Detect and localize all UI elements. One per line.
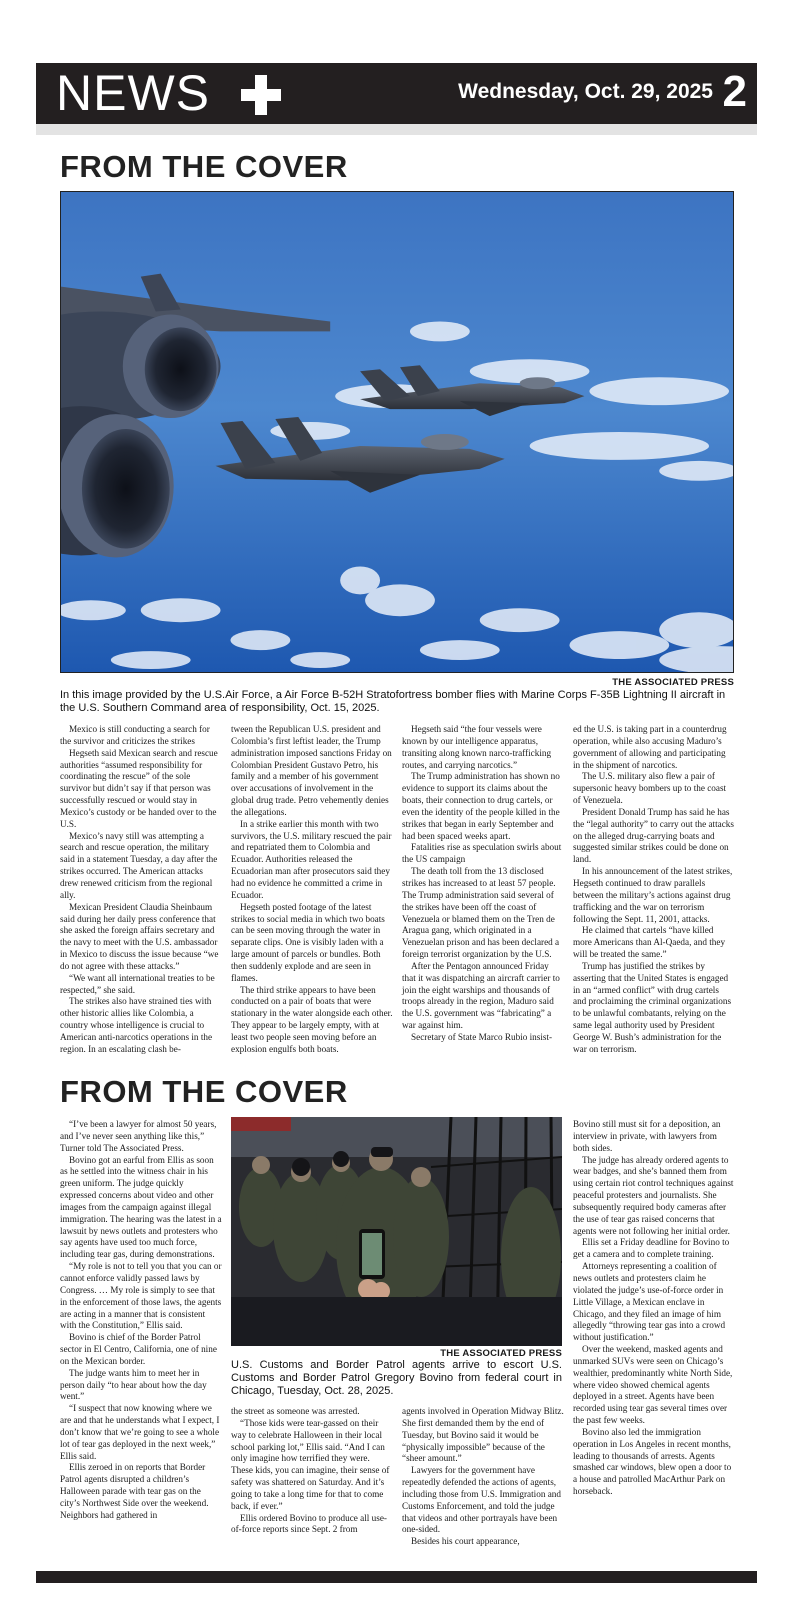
- paragraph: The U.S. military also flew a pair of supersonic heavy bombers up to the coast of Venezuela.: [573, 771, 727, 806]
- paragraph: Hegseth said Mexican search and rescue authorities “assumed responsibility for coordinating the rescue” of the sole survivor but didn’t say if that person was successfully rescued or would stay in Mexico’s custody or be handed over to the U.S.: [60, 747, 218, 829]
- paragraph: Bovino is chief of the Border Patrol sector in El Centro, California, one of nine on the Mexican border.: [60, 1332, 217, 1366]
- brand-logo: NEWS: [56, 65, 210, 121]
- issue-date: Wednesday, Oct. 29, 2025: [458, 80, 713, 103]
- article1-column-2: [231, 724, 393, 1056]
- paragraph: After the Pentagon announced Friday that it was dispatching an aircraft carrier to join the eight warships and thousands of troops already in the region, Maduro said the U.S. government was “fabricating” a war against him.: [402, 960, 560, 1031]
- paragraph: tween the Republican U.S. president and Colombia’s first leftist leader, the Trump administration imposed sanctions Friday on Colombian President Gustavo Petro, his family and a member of his government over accusations of involvement in the global drug trade. Petro vehemently denies the allegations.: [231, 724, 392, 817]
- paragraph: “I suspect that now knowing where we are and that he understands what I expect, I don’t know that we’re going to see a whole lot of tear gas deployed in the next week,” Ellis said.: [60, 1403, 220, 1461]
- article2-column-2: [231, 1406, 393, 1536]
- paragraph: Hegseth said “the four vessels were known by our intelligence apparatus, transiting along known narco-trafficking routes, and carrying narcotics.”: [402, 724, 552, 770]
- paragraph: “Those kids were tear-gassed on their way to celebrate Halloween in their local school parking lot,” Ellis said. “And I can only imagine how terrified they were. These kids, you can imagine, their sense of safety was shattered on Saturday. And it’s going to take a long time for that to come back, if ever.”: [231, 1417, 390, 1511]
- paragraph: The judge has already ordered agents to wear badges, and she’s banned them from using certain riot control techniques against peaceful protesters and journalists. She subsequently required body cameras after the use of tear gas raised concerns that agents were not following her initial order.: [573, 1154, 734, 1236]
- article2-column-4: [573, 1119, 734, 1498]
- masthead-underline: [36, 124, 757, 135]
- photo-caption-1: In this image provided by the U.S.Air Force, a Air Force B-52H Stratofortress bomber flies with Marine Corps F-35B Lightning II aircraft in the U.S. Southern Command area of responsibility, Oct. 15, 2025.: [60, 689, 726, 714]
- paragraph: The strikes also have strained ties with other historic allies like Colombia, a country whose intelligence is crucial to American anti-narcotics operations in the region. In an escalating clash be-: [60, 996, 213, 1054]
- paragraph: The death toll from the 13 disclosed strikes has increased to at least 57 people. The Trump administration said several of the strikes have been off the coast of Venezuela or blamed them on the Tren de Aragua gang, which originated in a Venezuelan prison and has been declared a foreign terrorist organization by the U.S.: [402, 866, 560, 960]
- paragraph: Mexico is still conducting a search for the survivor and criticizes the strikes: [60, 724, 210, 746]
- article2-column-1: [60, 1119, 222, 1522]
- masthead: [36, 63, 757, 124]
- article2-column-3: [402, 1406, 564, 1548]
- paragraph: He claimed that cartels “have killed more Americans than Al-Qaeda, and they will be treated the same.”: [573, 925, 726, 960]
- paragraph: The judge wants him to meet her in person daily “to hear about how the day went.”: [60, 1367, 207, 1402]
- paragraph: The third strike appears to have been conducted on a pair of boats that were stationary in the water alongside each other. They appear to be largely empty, with at least two people seen moving before an explosion engulfs both boats.: [231, 984, 393, 1054]
- article1-column-3: [402, 724, 564, 1044]
- paragraph: Attorneys representing a coalition of news outlets and protesters claim he violated the judge’s use-of-force order in Little Village, a Mexican enclave in Chicago, and they filed an image of him allegedly “throwing tear gas into a crowd without justification.”: [573, 1261, 726, 1343]
- paragraph: Trump has justified the strikes by asserting that the United States is engaged in an “armed conflict” with drug cartels and proclaiming the criminal organizations to be unlawful combatants, relying on the same legal authority used by President George W. Bush’s administration for the war on terrorism.: [573, 960, 732, 1054]
- page-number: 2: [722, 67, 747, 116]
- paragraph: Mexican President Claudia Sheinbaum said during her daily press conference that she asked the foreign affairs secretary and the navy to meet with the U.S. ambassador in Mexico to discuss the issue because “we do not agree with these attacks.”: [60, 901, 219, 971]
- border-patrol-photo: [231, 1117, 562, 1346]
- article1-column-1: [60, 724, 222, 1056]
- footer-bar: [36, 1571, 757, 1583]
- paragraph: The Trump administration has shown no evidence to support its claims about the boats, their connection to drug cartels, or even the identity of the people killed in the strikes that began in early September and had been spaced weeks apart.: [402, 771, 560, 841]
- paragraph: “My role is not to tell you that you can or cannot enforce validly passed laws by Congress. … My role is simply to see that in the enforcement of those laws, the agents are acting in a manner that is consistent with the Constitution,” Ellis said.: [60, 1261, 222, 1331]
- paragraph: President Donald Trump has said he has the “legal authority” to carry out the attacks on the alleged drug-carrying boats and suggested similar strikes could be done on land.: [573, 806, 734, 865]
- paragraph: In a strike earlier this month with two survivors, the U.S. military rescued the pair and repatriated them to Colombia and Ecuador. Authorities released the Ecuadorian man after prosecutors said they had no evidence he committed a crime in Ecuador.: [231, 818, 392, 900]
- paragraph: Lawyers for the government have repeatedly defended the actions of agents, including those from U.S. Immigration and Customs Enforcement, and told the judge that videos and other portrayals have been one-sided.: [402, 1465, 561, 1535]
- paragraph: “I’ve been a lawyer for almost 50 years, and I’ve never seen anything like this,” Turner told The Associated Press.: [60, 1119, 217, 1153]
- paragraph: Bovino also led the immigration operation in Los Angeles in recent months, leading to thousands of arrests. Agents smashed car windows, blew open a door to a house and patrolled MacArthur Park on horseback.: [573, 1426, 732, 1497]
- plus-icon: [241, 75, 281, 115]
- photo-credit-1: THE ASSOCIATED PRESS: [612, 677, 734, 688]
- section-title-1: FROM THE COVER: [60, 149, 348, 184]
- paragraph: “We want all international treaties to be respected,” she said.: [60, 972, 215, 995]
- paragraph: agents involved in Operation Midway Blitz. She first demanded them by the end of Tuesday, but Bovino said it would be “physically impossible” because of the “sheer amount.”: [402, 1406, 564, 1464]
- photo-caption-2: U.S. Customs and Border Patrol agents arrive to escort U.S. Customs and Border Patrol Gregory Bovino from federal court in Chicago, Tuesday, Oct. 28, 2025.: [231, 1359, 562, 1397]
- paragraph: Ellis set a Friday deadline for Bovino to get a camera and to complete training.: [573, 1237, 730, 1260]
- paragraph: Fatalities rise as speculation swirls about the US campaign: [402, 842, 562, 865]
- paragraph: Ellis zeroed in on reports that Border Patrol agents disrupted a children’s Halloween parade with tear gas on the city’s Northwest Side over the weekend. Neighbors had gathered in: [60, 1462, 209, 1520]
- paragraph: Mexico’s navy still was attempting a search and rescue operation, the military said in a statement Tuesday, a day after the strikes occurred. The American attacks drew renewed criticism from the regional ally.: [60, 830, 218, 900]
- photo-credit-2: THE ASSOCIATED PRESS: [440, 1348, 562, 1359]
- paragraph: Bovino still must sit for a deposition, an interview in private, with lawyers from both sides.: [573, 1119, 721, 1153]
- paragraph: Secretary of State Marco Rubio insist-: [411, 1031, 553, 1042]
- paragraph: In his announcement of the latest strikes, Hegseth continued to draw parallels between the military’s actions against drug trafficking and the war on terrorism following the Sept. 11, 2001, attacks.: [573, 866, 733, 924]
- paragraph: ed the U.S. is taking part in a counterdrug operation, while also accusing Maduro’s government of allowing and participating in the shipment of narcotics.: [573, 724, 727, 770]
- paragraph: the street as someone was arrested.: [231, 1406, 360, 1416]
- paragraph: Bovino got an earful from Ellis as soon as he settled into the witness chair in his green uniform. The judge quickly expressed concerns about video and other images from the campaign against illegal immigration. The hearing was the latest in a lawsuit by news outlets and protesters who say agents have used too much force, including tear gas, during demonstrations.: [60, 1154, 222, 1260]
- paragraph: Over the weekend, masked agents and unmarked SUVs were seen on Chicago’s wealthier, predominantly white North Side, where video showed chemical agents deployed in a street. Agents have been recorded using tear gas several times over the past few weeks.: [573, 1344, 733, 1426]
- paragraph: Besides his court appearance,: [411, 1536, 520, 1547]
- aircraft-photo: [60, 191, 734, 673]
- paragraph: Hegseth posted footage of the latest strikes to social media in which two boats can be seen moving through the water in separate clips. One is visibly laden with a large amount of parcels or bundles. Both then suddenly explode and are seen in flames.: [231, 901, 385, 983]
- section-title-2: FROM THE COVER: [60, 1074, 348, 1109]
- paragraph: Ellis ordered Bovino to produce all use-of-force reports since Sept. 2 from: [231, 1512, 387, 1535]
- article1-column-4: [573, 724, 734, 1056]
